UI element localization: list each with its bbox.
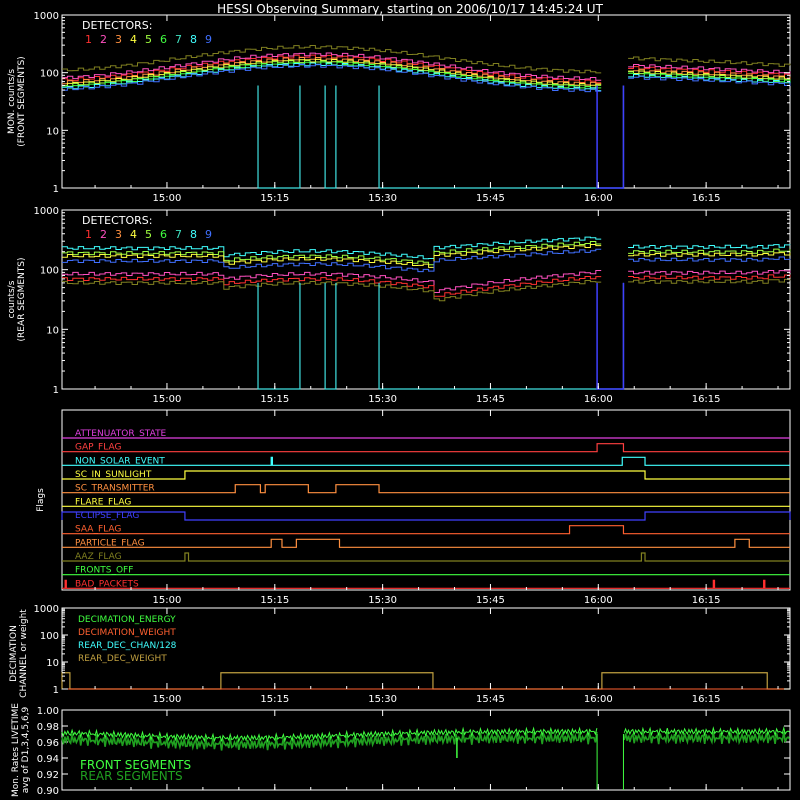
x-tick-label: 15:45	[476, 694, 505, 705]
series-line-6	[62, 275, 790, 296]
flags-ylabel	[36, 488, 46, 512]
front-panel-frame	[62, 15, 790, 188]
y-tick-label: 10	[46, 658, 59, 669]
rear-ylabel-line: (REAR SEGMENTS)	[17, 257, 27, 342]
legend-detector-5: 5	[145, 33, 152, 46]
flag-label: ATTENUATOR_STATE	[75, 429, 167, 439]
x-tick-label: 16:15	[691, 394, 721, 405]
legend-detector-6: 6	[160, 228, 167, 241]
series-line-3	[62, 245, 790, 268]
legend-title: DETECTORS:	[82, 214, 153, 227]
x-tick-label: 15:00	[152, 394, 182, 405]
legend-detector-1: 1	[85, 33, 92, 46]
x-tick-label: 16:00	[583, 595, 613, 606]
legend-detector-9: 9	[205, 33, 212, 46]
dropout-trace	[379, 85, 623, 188]
flag-line-eclipse-flag	[62, 512, 790, 520]
y-tick-label: 0.92	[36, 770, 59, 781]
flag-line-particle-flag	[62, 539, 790, 547]
gap-trace	[597, 85, 623, 188]
x-tick-label: 15:00	[152, 694, 182, 705]
y-tick-label: 1.00	[36, 706, 59, 717]
flag-label: SC_IN_SUNLIGHT	[75, 470, 152, 480]
rear-ylabel-line: counts/s	[7, 280, 17, 319]
x-tick-label: 15:30	[368, 394, 398, 405]
livetime-legend-item: REAR SEGMENTS	[80, 769, 183, 783]
flags-ylabel-line: Flags	[36, 488, 46, 512]
decimation-ylabel	[9, 609, 29, 698]
series-line-7	[62, 279, 790, 300]
y-tick-label: 100	[39, 631, 59, 642]
x-tick-label: 15:00	[152, 595, 182, 606]
rear-panel-frame	[62, 210, 790, 389]
flag-label: BAD_PACKETS	[75, 579, 139, 590]
dropout-trace	[258, 283, 300, 389]
series-line-1	[62, 237, 790, 259]
x-tick-label: 15:00	[152, 193, 182, 204]
flag-label: SAA_FLAG	[75, 524, 122, 535]
livetime-ylabel	[11, 703, 31, 797]
flag-line-saa-flag	[62, 526, 790, 534]
x-tick-label: 15:45	[476, 394, 505, 405]
decimation-legend-item: REAR_DEC_WEIGHT	[78, 654, 167, 664]
y-tick-label: 1	[52, 184, 59, 195]
y-tick-label: 0.96	[36, 738, 59, 749]
x-tick-label: 15:45	[476, 595, 505, 606]
legend-detector-3: 3	[115, 228, 122, 241]
flag-label: AAZ_FLAG	[75, 552, 122, 562]
series-line-2	[62, 242, 790, 265]
x-tick-label: 16:15	[691, 694, 721, 705]
flag-line-non-solar-event	[62, 457, 790, 465]
decimation-ylabel-line: DECIMATION	[9, 625, 19, 682]
decimation-legend-item: DECIMATION_ENERGY	[78, 615, 176, 625]
flag-line-gap-flag	[62, 444, 790, 452]
legend-detector-2: 2	[100, 33, 107, 46]
x-tick-label: 15:45	[476, 193, 505, 204]
front-ylabel-line: (FRONT SEGMENTS)	[17, 56, 27, 147]
legend-detector-5: 5	[145, 228, 152, 241]
y-tick-label: 0.90	[36, 786, 59, 797]
x-tick-label: 15:15	[260, 193, 290, 204]
gap-trace	[597, 283, 623, 389]
decimation-legend-item: DECIMATION_WEIGHT	[78, 628, 176, 638]
rear-dec-weight-line	[62, 673, 790, 689]
rear-ylabel	[7, 257, 27, 341]
legend-detector-2: 2	[100, 228, 107, 241]
y-tick-label: 1	[52, 685, 59, 696]
x-tick-label: 15:15	[260, 394, 290, 405]
series-line-8	[62, 63, 790, 91]
flag-label: ECLIPSE_FLAG	[75, 511, 140, 521]
dropout-trace	[258, 85, 300, 188]
x-tick-label: 16:15	[691, 193, 721, 204]
flag-line-sc-transmitter	[62, 485, 790, 493]
flag-label: SC_TRANSMITTER	[75, 483, 155, 494]
flag-label: GAP_FLAG	[75, 442, 122, 453]
y-tick-label: 10	[46, 126, 59, 138]
y-tick-label: 0.98	[36, 722, 59, 733]
x-tick-label: 16:00	[583, 394, 613, 405]
flag-label: NON_SOLAR_EVENT	[75, 456, 165, 467]
front-ylabel	[7, 56, 27, 146]
dropout-trace	[379, 283, 623, 389]
legend-detector-9: 9	[205, 228, 212, 241]
y-tick-label: 100	[39, 68, 59, 80]
dropout-trace	[325, 283, 336, 389]
flag-label: FLARE_FLAG	[75, 497, 132, 508]
flag-line-bad-packets	[62, 580, 790, 588]
flag-label: FRONTS_OFF	[75, 565, 134, 576]
flag-label: PARTICLE_FLAG	[75, 538, 145, 549]
x-tick-label: 16:15	[691, 595, 721, 606]
x-tick-label: 15:30	[368, 694, 398, 705]
x-tick-label: 15:15	[260, 694, 290, 705]
y-tick-label: 1000	[33, 604, 59, 615]
livetime-ylabel-line: avg of D1,3,4,5,6,9	[21, 706, 31, 794]
x-tick-label: 15:30	[368, 193, 398, 204]
y-tick-label: 0.94	[36, 754, 59, 765]
legend-detector-1: 1	[85, 228, 92, 241]
legend-detector-3: 3	[115, 33, 122, 46]
legend-title: DETECTORS:	[82, 19, 153, 32]
y-tick-label: 1000	[33, 206, 59, 217]
flags-panel-frame	[62, 410, 790, 590]
x-tick-label: 16:00	[583, 193, 613, 204]
y-tick-label: 1	[52, 385, 59, 396]
legend-detector-8: 8	[190, 228, 197, 241]
dropout-trace	[325, 85, 336, 188]
legend-detector-7: 7	[175, 33, 182, 46]
flag-line-aaz-flag	[62, 553, 790, 561]
legend-detector-6: 6	[160, 33, 167, 46]
flag-line-sc-in-sunlight	[62, 471, 790, 479]
x-tick-label: 16:00	[583, 694, 613, 705]
decimation-legend-item: REAR_DEC_CHAN/128	[78, 641, 177, 651]
legend-detector-4: 4	[130, 228, 137, 241]
legend-detector-7: 7	[175, 228, 182, 241]
y-tick-label: 100	[39, 265, 59, 277]
decimation-ylabel-line: CHANNEL or weight	[19, 609, 29, 698]
legend-detector-4: 4	[130, 33, 137, 46]
livetime-legend-item: FRONT SEGMENTS	[80, 758, 192, 772]
x-tick-label: 15:30	[368, 595, 398, 606]
figure-title: HESSI Observing Summary, starting on 2006/10/17 14:45:24 UT	[217, 2, 603, 16]
front-ylabel-line: MON. counts/s	[7, 68, 17, 135]
legend-detector-8: 8	[190, 33, 197, 46]
y-tick-label: 10	[46, 325, 59, 337]
x-tick-label: 15:15	[260, 595, 290, 606]
livetime-ylabel-line: Mon. Rates LIVETIME	[11, 703, 21, 797]
y-tick-label: 1000	[33, 11, 59, 22]
